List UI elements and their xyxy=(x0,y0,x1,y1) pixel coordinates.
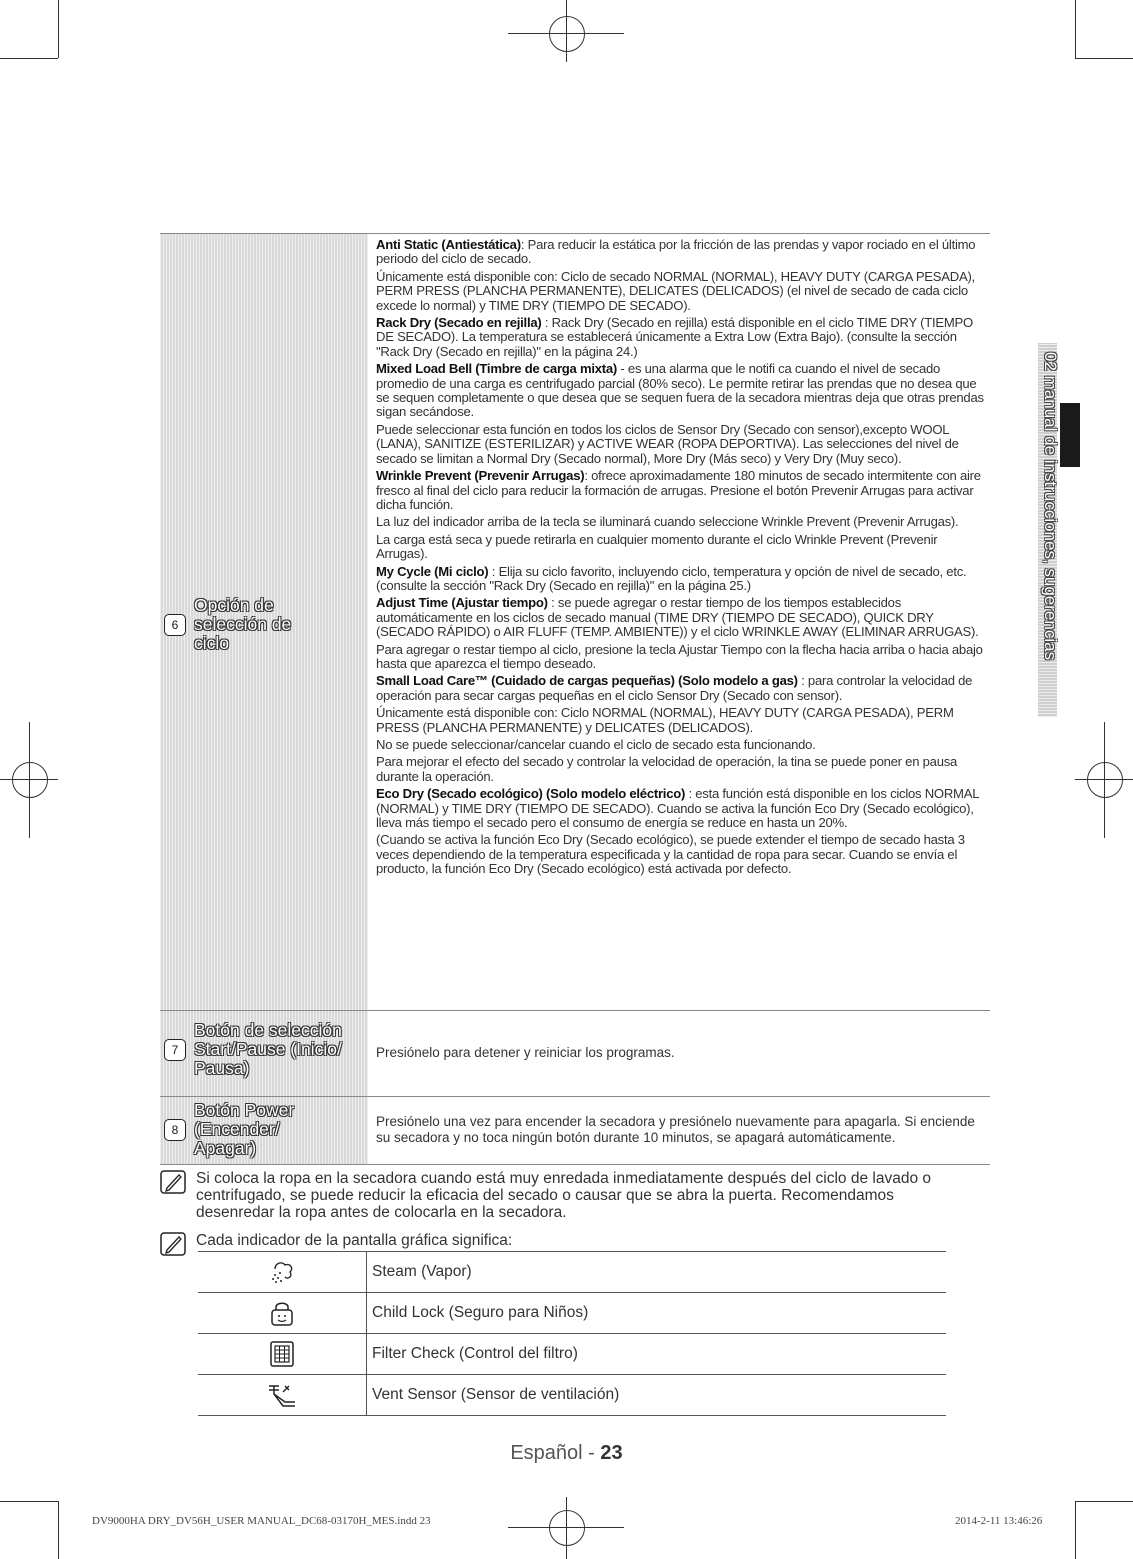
cycle-options-table xyxy=(160,233,990,1165)
description-paragraph xyxy=(376,738,984,752)
indicator-icon-cell xyxy=(198,1334,367,1374)
row-label-text: Botón de selección Start/Pause (Inicio/ Pausa) xyxy=(194,1020,342,1078)
row-description xyxy=(368,1097,990,1164)
steam-icon xyxy=(267,1257,297,1287)
registration-circle xyxy=(1087,762,1123,798)
registration-circle xyxy=(12,762,48,798)
indicator-icon-cell xyxy=(198,1293,367,1333)
description-paragraph xyxy=(376,515,984,529)
crop-mark xyxy=(1075,0,1076,58)
table-row xyxy=(198,1292,946,1333)
indicator-label: Vent Sensor (Sensor de ventilación) xyxy=(372,1386,620,1403)
row-description-text: Presiónelo una vez para encender la secadora y presiónelo nuevamente para apagarla. Si enciende su secadora y no toca ningún botón durante 10 minutos, se apagará automáticamente. xyxy=(376,1113,975,1145)
feature-name: Rack Dry (Secado en rejilla) xyxy=(376,315,542,331)
row-number-badge: 7 xyxy=(164,1039,186,1061)
description-paragraph xyxy=(376,533,984,562)
description-paragraph xyxy=(376,423,984,466)
row-label-text: Botón Power (Encender/ Apagar) xyxy=(194,1100,295,1158)
feature-description: : ofrece aproximadamente 180 minutos de secado intermitente con aire fresco al final del ciclo para reducir la formación de arrugas. Presione el botón Prevenir Arrugas para activar dicha función. xyxy=(376,468,981,512)
row-number-badge: 6 xyxy=(164,614,186,636)
row-label-cell xyxy=(160,234,368,1010)
child-lock-icon xyxy=(267,1298,297,1328)
crop-mark xyxy=(1075,1501,1076,1559)
crop-mark xyxy=(1075,1501,1133,1502)
description-paragraph xyxy=(376,787,984,830)
row-label xyxy=(164,1101,324,1158)
description-paragraph xyxy=(376,270,984,313)
feature-description: Puede seleccionar esta función en todos los ciclos de Sensor Dry (Secado con sensor),excepto WOOL (LANA), SANITIZE (ESTERILIZAR) y ACTIVE WEAR (ROPA DEPORTIVA). Las selecciones del nivel de secado se limitan a Normal Dry (Secado normal), More Dry (Más seco) y Very Dry (Muy seco). xyxy=(376,421,959,466)
description-paragraph xyxy=(376,316,984,359)
feature-description: La carga está seca y puede retirarla en cualquier momento durante el ciclo Wrinkle Prevent (Prevenir Arrugas). xyxy=(376,531,938,562)
table-row xyxy=(160,1096,990,1165)
row-label-text: Opción de selección de ciclo xyxy=(194,595,292,653)
note-pencil-icon xyxy=(160,1170,186,1194)
feature-name: Small Load Care™ (Cuidado de cargas pequeñas) (Solo modelo a gas) xyxy=(376,673,798,689)
row-label xyxy=(164,596,314,653)
table-row xyxy=(160,1010,990,1096)
description-paragraph xyxy=(376,755,984,784)
print-timestamp: 2014-2-11 13:46:26 xyxy=(955,1515,1043,1527)
row-label xyxy=(164,1021,362,1078)
indicator-table xyxy=(198,1251,946,1416)
indicator-icon-cell xyxy=(198,1252,367,1292)
feature-name: Anti Static (Antiestática) xyxy=(376,237,521,252)
feature-description: No se puede seleccionar/cancelar cuando el ciclo de secado esta funcionando. xyxy=(376,737,816,752)
crop-mark xyxy=(0,58,58,59)
note xyxy=(160,1170,960,1221)
feature-description: La luz del indicador arriba de la tecla se iluminará cuando seleccione Wrinkle Prevent (Prevenir Arrugas). xyxy=(376,514,959,530)
filter-check-icon xyxy=(267,1339,297,1369)
crop-mark xyxy=(1075,58,1133,59)
note-text: Cada indicador de la pantalla gráfica significa: xyxy=(196,1232,513,1249)
description-paragraph xyxy=(376,238,984,267)
description-paragraph xyxy=(376,674,984,703)
feature-description: Para mejorar el efecto del secado y controlar la velocidad de operación, la tina se puede poner en pausa durante la operación. xyxy=(376,754,958,784)
registration-circle xyxy=(549,1510,585,1546)
description-paragraph xyxy=(376,643,984,672)
feature-description: Únicamente está disponible con: Ciclo de secado NORMAL (NORMAL), HEAVY DUTY (CARGA PESADA), PERM PRESS (PLANCHA PERMANENTE), DELICATES (DELICADOS) (el nivel de secado de cada ciclo excede lo normal) y TIME DRY (TIEMPO DE SECADO). xyxy=(376,268,975,313)
row-description xyxy=(368,1011,990,1096)
feature-name: Mixed Load Bell (Timbre de carga mixta) xyxy=(376,361,618,377)
description-paragraph xyxy=(376,565,984,594)
feature-name: Wrinkle Prevent (Prevenir Arrugas) xyxy=(376,468,585,484)
note-text: Si coloca la ropa en la secadora cuando está muy enredada inmediatamente después del ciclo de lavado o centrifugado, se puede reducir la eficacia del secado o causar que se abra la puerta. Recomendamos desenredar la ropa antes de colocarla en la secadora. xyxy=(196,1170,932,1221)
feature-name: Eco Dry (Secado ecológico) (Solo modelo eléctrico) xyxy=(376,786,686,802)
feature-name: Adjust Time (Ajustar tiempo) xyxy=(376,595,548,611)
crop-mark xyxy=(58,1501,59,1559)
crop-mark xyxy=(0,1501,58,1502)
print-file-name: DV9000HA DRY_DV56H_USER MANUAL_DC68-03170H_MES.indd 23 xyxy=(92,1515,431,1527)
page-number-value: 23 xyxy=(600,1442,623,1464)
page-language: Español xyxy=(510,1442,583,1464)
description-paragraph xyxy=(376,469,984,512)
row-label-cell xyxy=(160,1011,368,1096)
row-label-cell xyxy=(160,1097,368,1164)
description-paragraph xyxy=(376,706,984,735)
crop-mark xyxy=(58,0,59,58)
description-paragraph xyxy=(376,833,984,876)
table-row xyxy=(198,1374,946,1416)
feature-name: My Cycle (Mi ciclo) xyxy=(376,563,489,579)
indicator-icon-cell xyxy=(198,1375,367,1415)
feature-description: (Cuando se activa la función Eco Dry (Secado ecológico), se puede extender el tiempo de secado hasta 3 veces dependiendo de la temperatura especificada y la cantidad de ropa para secar. Cuando se envía el producto, la función Eco Dry (Secado ecológico) está activada por defecto. xyxy=(376,832,965,877)
indicator-label: Filter Check (Control del filtro) xyxy=(372,1345,578,1362)
table-row xyxy=(198,1333,946,1374)
note-pencil-icon xyxy=(160,1232,186,1256)
feature-description: - es una alarma que le notifi ca cuando el nivel de secado promedio de una carga es centrifugado parcial (80% seco). Le permite retirar las prendas que no desea que se sequen completamente o que desea que se sequen fuera de la secadora mientras deja que otras prendas sigan secándose. xyxy=(376,361,984,420)
feature-description: : Rack Dry (Secado en rejilla) está disponible en el ciclo TIME DRY (TIEMPO DE SECADO). La temperatura se establecerá únicamente a Extra Low (Extra Bajo). (consulte la sección "Rack Dry (Secado en rejilla)" en la página 24.) xyxy=(376,315,973,359)
feature-description: : esta función está disponible en los ciclos NORMAL (NORMAL) y TIME DRY (TIEMPO DE SECADO). Cuando se activa la función Eco Dry (Secado ecológico), lleva más tiempo el secado pero el consumo de energía se reduce en hasta un 20%. xyxy=(376,786,979,831)
page-separator: - xyxy=(582,1442,601,1464)
page-number xyxy=(0,1442,1133,1465)
row-description xyxy=(368,234,990,1010)
feature-description: : Para reducir la estática por la fricción de las prendas y vapor rociado en el último periodo del ciclo de secado. xyxy=(376,237,976,267)
chapter-tab-marker xyxy=(1060,403,1080,467)
description-paragraph xyxy=(376,596,984,639)
table-row xyxy=(160,233,990,1010)
feature-description: : se puede agregar o restar tiempo de los tiempos establecidos automáticamente en los ciclos de secado manual (TIME DRY (TIEMPO DE SECADO), QUICK DRY (SECADO RÁPIDO) o AIR FLUFF (TEMP. AMBIENTE)) y el ciclo WRINKLE AWAY (ELIMINAR ARRUGAS). xyxy=(376,595,979,640)
row-number-badge: 8 xyxy=(164,1119,186,1141)
vent-sensor-icon xyxy=(265,1380,299,1410)
indicator-label: Steam (Vapor) xyxy=(372,1263,472,1280)
registration-circle xyxy=(549,16,585,52)
feature-description: Únicamente está disponible con: Ciclo NORMAL (NORMAL), HEAVY DUTY (CARGA PESADA), PERM PRESS (PLANCHA PERMANENTE) y DELICATES (DELICADOS). xyxy=(376,705,954,735)
feature-description: : Elija su ciclo favorito, incluyendo ciclo, temperatura y opción de nivel de secado, etc. (consulte la sección "Rack Dry (Secado en rejilla)" en la página 25.) xyxy=(376,563,967,593)
indicator-label: Child Lock (Seguro para Niños) xyxy=(372,1304,589,1321)
chapter-tab-label: 02 manual de instrucciones, sugerencias xyxy=(1041,352,1060,661)
description-paragraph xyxy=(376,362,984,420)
feature-description: Para agregar o restar tiempo al ciclo, presione la tecla Ajustar Tiempo con la flecha hacia arriba o hacia abajo hasta que aparezca el tiempo deseado. xyxy=(376,641,983,671)
table-row xyxy=(198,1251,946,1292)
feature-description: : para controlar la velocidad de operación para secar cargas pequeñas en el ciclo Sensor Dry (Secado con sensor). xyxy=(376,673,973,703)
row-description-text: Presiónelo para detener y reiniciar los programas. xyxy=(376,1044,675,1060)
